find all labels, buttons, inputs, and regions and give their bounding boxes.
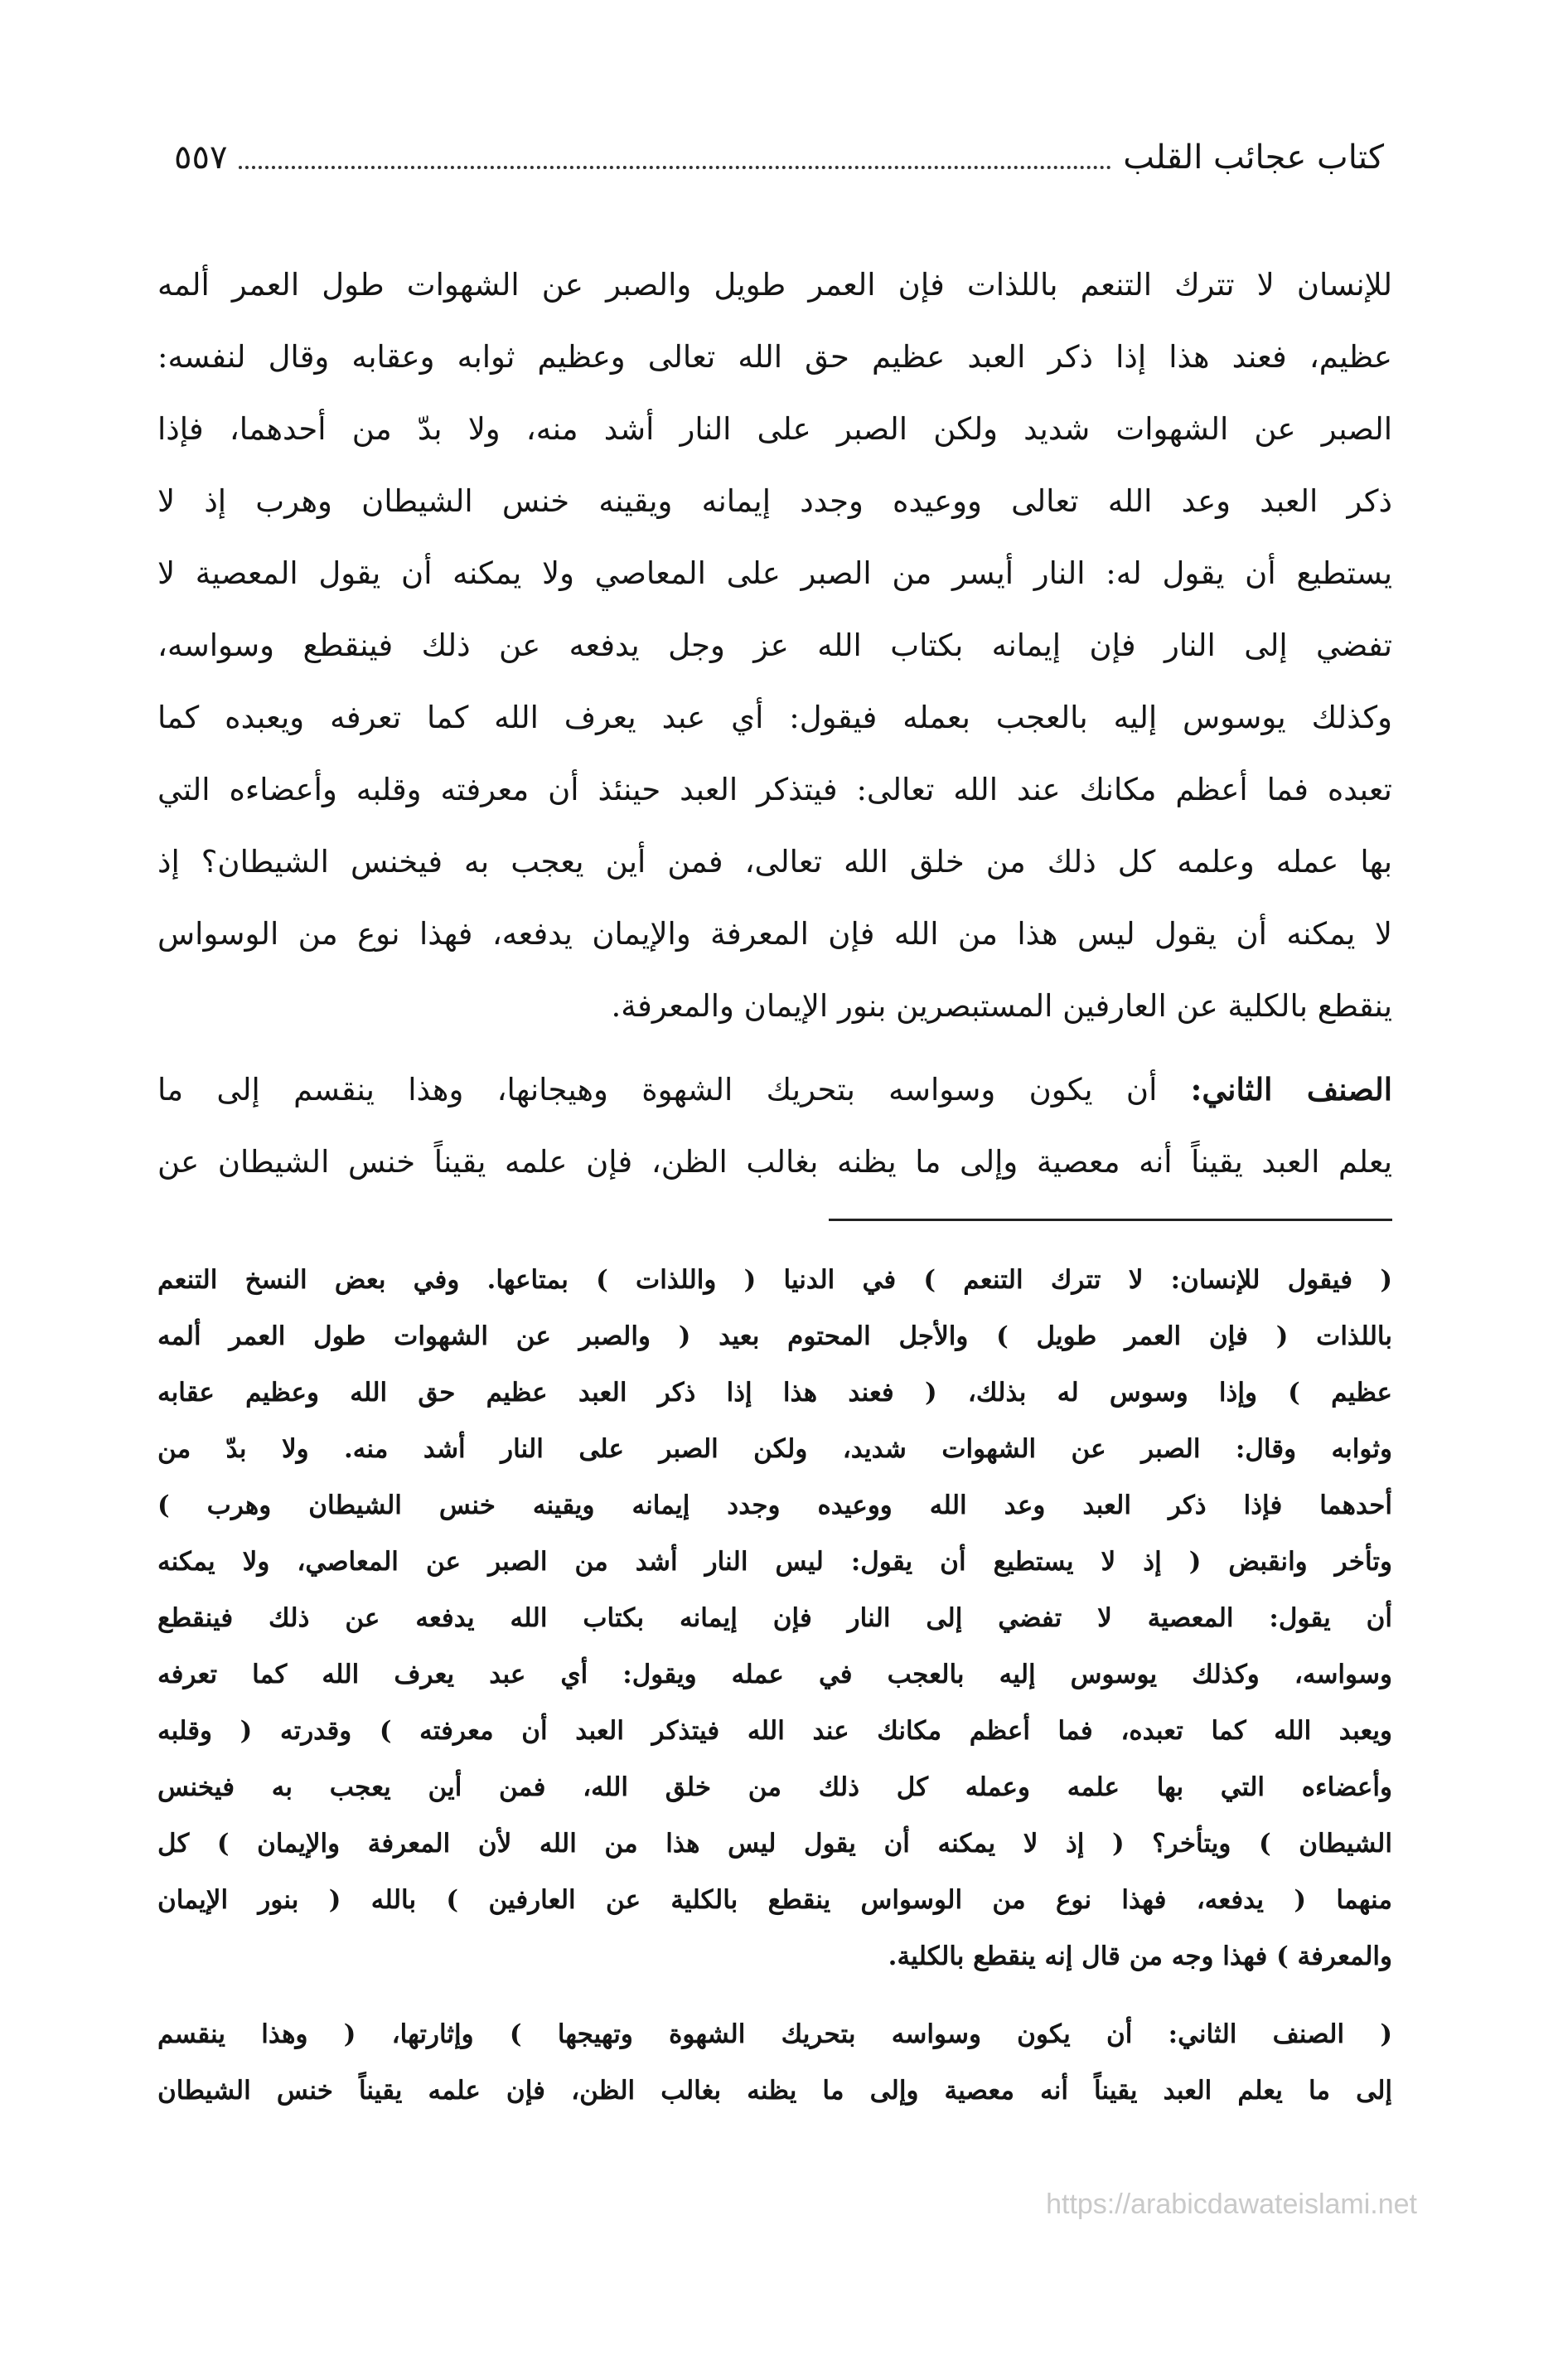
note-line: الشيطان ) ويتأخر؟ ( إذ لا يمكنه أن يقول ليس هذا من الله لأن المعرفة والإيمان ) كل bbox=[157, 1829, 1392, 1859]
note-line: عظيم ) وإذا وسوس له بذلك، ( فعند هذا إذا ذكر العبد عظيم حق الله وعظيم عقابه bbox=[157, 1378, 1392, 1408]
main-text bbox=[157, 249, 1392, 1198]
commentary-notes bbox=[157, 1252, 1392, 2119]
note-line: منهما ( يدفعه، فهذا نوع من الوسواس ينقطع بالكلية عن العارفين ) بالله ( بنور الإيمان bbox=[157, 1885, 1392, 1915]
header-dot-leader bbox=[239, 166, 1111, 169]
note-line: ( الصنف الثاني: أن يكون وسواسه بتحريك الشهوة وتهيجها ) وإثارتها، ( وهذا ينقسم bbox=[157, 2019, 1392, 2049]
footnote-separator bbox=[829, 1219, 1392, 1221]
note-line: باللذات ( فإن العمر طويل ) والأجل المحتوم بعيد ( والصبر عن الشهوات طول العمر ألمه bbox=[157, 1321, 1392, 1351]
note-line: أن يقول: المعصية لا تفضي إلى النار فإن إيمانه بكتاب الله يدفعه عن ذلك فينقطع bbox=[157, 1603, 1392, 1633]
main-line: تعبده فما أعظم مكانك عند الله تعالى: فيتذكر العبد حينئذ أن معرفته وقلبه وأعضاءه التي bbox=[157, 772, 1392, 807]
note-line: ( فيقول للإنسان: لا تترك التنعم ) في الدنيا ( واللذات ) بمتاعها. وفي بعض النسخ التنعم bbox=[157, 1265, 1392, 1295]
section-paragraph-line bbox=[157, 1054, 1392, 1126]
section-heading: الصنف الثاني: bbox=[1190, 1071, 1392, 1108]
main-line: للإنسان لا تترك التنعم باللذات فإن العمر طويل والصبر عن الشهوات طول العمر ألمه bbox=[157, 267, 1392, 303]
chapter-title: كتاب عجائب القلب bbox=[1123, 138, 1384, 177]
note-line: وتأخر وانقبض ( إذ لا يستطيع أن يقول: ليس النار أشد من الصبر عن المعاصي، ولا يمكنه bbox=[157, 1547, 1392, 1577]
watermark-url: https://arabicdawateislami.net bbox=[1046, 2189, 1417, 2220]
note-line: أحدهما فإذا ذكر العبد وعد الله ووعيده وجدد إيمانه ويقينه خنس الشيطان وهرب ) bbox=[157, 1491, 1392, 1520]
main-line: الصبر عن الشهوات شديد ولكن الصبر على النار أشد منه، ولا بدّ من أحدهما، فإذا bbox=[157, 411, 1392, 447]
note-line: ويعبد الله كما تعبده، فما أعظم مكانك عند الله فيتذكر العبد أن معرفته ) وقدرته ( وقلبه bbox=[157, 1716, 1392, 1746]
main-line: وكذلك يوسوس إليه بالعجب بعمله فيقول: أي عبد يعرف الله كما تعرفه ويعبده كما bbox=[157, 700, 1392, 735]
main-line: يستطيع أن يقول له: النار أيسر من الصبر على المعاصي ولا يمكنه أن يقول المعصية لا bbox=[157, 555, 1392, 591]
main-line: عظيم، فعند هذا إذا ذكر العبد عظيم حق الله تعالى وعظيم ثوابه وعقابه وقال لنفسه: bbox=[157, 339, 1392, 375]
main-line: يعلم العبد يقيناً أنه معصية وإلى ما يظنه بغالب الظن، فإن علمه يقيناً خنس الشيطان عن bbox=[157, 1144, 1392, 1180]
main-line: بها عمله وعلمه كل ذلك من خلق الله تعالى، فمن أين يعجب به فيخنس الشيطان؟ إذ bbox=[157, 844, 1392, 880]
main-line: تفضي إلى النار فإن إيمانه بكتاب الله عز وجل يدفعه عن ذلك فينقطع وسواسه، bbox=[157, 628, 1392, 663]
main-line: ذكر العبد وعد الله تعالى ووعيده وجدد إيمانه ويقينه خنس الشيطان وهرب إذ لا bbox=[157, 483, 1392, 519]
page-number: ٥٥٧ bbox=[174, 138, 228, 177]
main-line: ينقطع بالكلية عن العارفين المستبصرين بنور الإيمان والمعرفة. bbox=[611, 988, 1392, 1024]
running-header bbox=[174, 133, 1384, 182]
note-line: والمعرفة ) فهذا وجه من قال إنه ينقطع بالكلية. bbox=[888, 1941, 1392, 1971]
main-line: لا يمكنه أن يقول ليس هذا من الله فإن المعرفة والإيمان يدفعه، فهذا نوع من الوسواس bbox=[157, 916, 1392, 952]
section-paragraph-text: أن يكون وسواسه بتحريك الشهوة وهيجانها، وهذا ينقسم إلى ما bbox=[157, 1072, 1191, 1108]
note-line: وأعضاءه التي بها علمه وعمله كل ذلك من خلق الله، فمن أين يعجب به فيخنس bbox=[157, 1772, 1392, 1802]
note-line: وسواسه، وكذلك يوسوس إليه بالعجب في عمله ويقول: أي عبد يعرف الله كما تعرفه bbox=[157, 1660, 1392, 1689]
note-line: إلى ما يعلم العبد يقيناً أنه معصية وإلى ما يظنه بغالب الظن، فإن علمه يقيناً خنس الشيطان bbox=[157, 2076, 1392, 2106]
note-line: وثوابه وقال: الصبر عن الشهوات شديد، ولكن الصبر على النار أشد منه. ولا بدّ من bbox=[157, 1434, 1392, 1464]
